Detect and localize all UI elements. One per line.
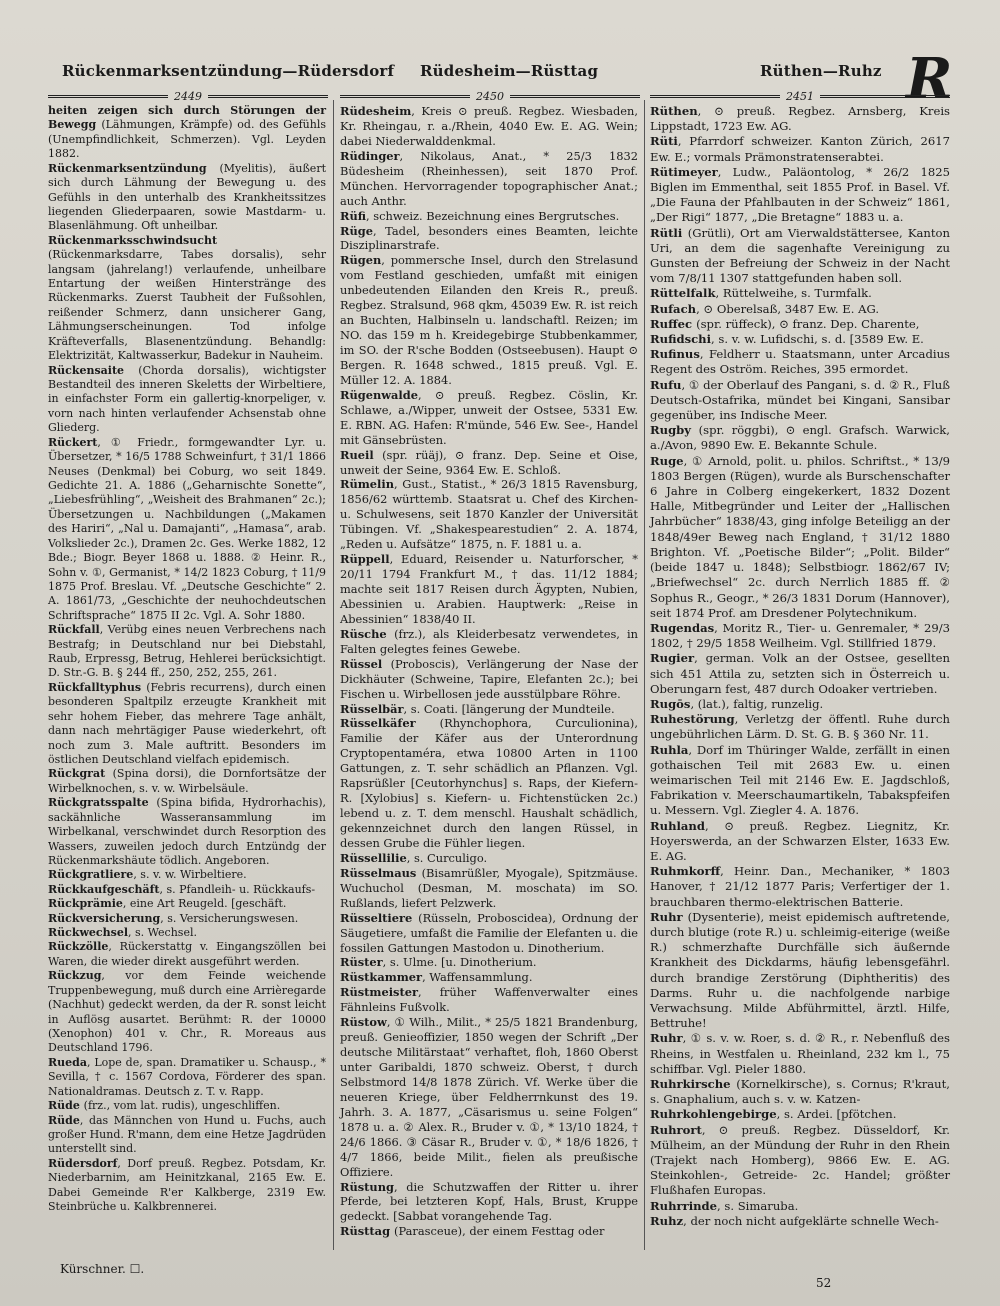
- dictionary-entry: Rufidschi, s. v. w. Lufidschi, s. d. [3589 Ew. E.: [650, 332, 924, 347]
- dictionary-entry: Rückzug, vor dem Feinde weichende Truppenbewegung, muß durch eine Arrièregarde (Nachhut) gedeckt werden, da der R. sonst leicht in Auflösg ausartet. Berühmt: R. der 10000 (Xenophon) 401 v. Chr., R. Moreaus aus Deutschland 1796.: [48, 969, 326, 1055]
- dictionary-entry: Rugby (spr. röggbi), ⊙ engl. Grafsch. Warwick, a./Avon, 9890 Ew. E. Bekannte Schule.: [650, 423, 950, 453]
- dictionary-entry: Rüstung, die Schutzwaffen der Ritter u. ihrer Pferde, bei letzteren Kopf, Hals, Brust, Kruppe gedeckt. [Sabbat vorangehende Tag.: [340, 1179, 638, 1224]
- dictionary-entry: Rümelin, Gust., Statist., * 26/3 1815 Ravensburg, 1856/62 württemb. Staatsrat u. Chef des Kirchen- u. Schulwesens, seit 1870 Kanzler der Universität Tübingen. Vf. „Shakespearestudien“ 2. A. 1874, „Reden u. Aufsätze“ 1875, n. F. 1881 u. a.: [340, 477, 638, 552]
- page-number-left: 2449: [174, 89, 202, 103]
- dictionary-entry: Rückensaite (Chorda dorsalis), wichtigster Bestandteil des inneren Skeletts der Wirbeltiere, in einfachster Form ein gallertig-knorpeliger, v. vorn nach hinten verlaufender Achsenstab ohne Gliederg.: [48, 363, 326, 435]
- dictionary-entry: Rüge, Tadel, besonders eines Beamten, leichte Disziplinarstrafe.: [340, 223, 638, 253]
- page-number-right: 2451: [786, 89, 814, 103]
- sheet-number: 52: [816, 1276, 832, 1290]
- dictionary-entry: Rüde (frz., vom lat. rudis), ungeschliffen.: [48, 1099, 281, 1113]
- dictionary-entry: Rüdesheim, Kreis ⊙ preuß. Regbez. Wiesbaden, Kr. Rheingau, r. a./Rhein, 4040 Ew. E. AG. Wein; dabei Niederwalddenkmal.: [340, 104, 638, 148]
- dictionary-entry: Rüster, s. Ulme. [u. Dinotherium.: [340, 955, 537, 970]
- dictionary-entry: Ruhland, ⊙ preuß. Regbez. Liegnitz, Kr. Hoyerswerda, an der Schwarzen Elster, 1633 Ew. E. AG.: [650, 818, 950, 863]
- dictionary-entry: Rückgrat (Spina dorsi), die Dornfortsätze der Wirbelknochen, s. v. w. Wirbelsäule.: [48, 767, 327, 795]
- dictionary-entry: Rugendas, Moritz R., Tier- u. Genremaler, * 29/3 1802, † 29/5 1858 Weilheim. Vgl. Stillfried 1879.: [650, 620, 950, 651]
- dictionary-entry: Rückprämie, eine Art Reugeld. [geschäft.: [48, 897, 287, 911]
- dictionary-entry: heiten zeigen sich durch Störungen der Bewegg (Lähmungen, Krämpfe) od. des Gefühls (Unempfindlichkeit, Schmerzen). Vgl. Leyden 1882.: [48, 104, 326, 161]
- dictionary-entry: Rückgratsspalte (Spina bifida, Hydrorhachis), sackähnliche Wasseransammlung im Wirbelkanal, verschwindet durch Resorption des Wassers, zuweilen jedoch durch Entzündg der Rückenmarkshäute tödlich. Angeboren.: [48, 796, 327, 867]
- dictionary-entry: Rugōs, (lat.), faltig, runzelig.: [650, 696, 824, 711]
- dictionary-entry: Rüfi, schweiz. Bezeichnung eines Bergrutsches.: [340, 208, 620, 223]
- dictionary-entry: Rügenwalde, ⊙ preuß. Regbez. Cöslin, Kr. Schlawe, a./Wipper, unweit der Ostsee, 5331 Ew. E. RBN. AG. Hafen: R'münde, 546 Ew. See-, Handel mit Gänsebrüsten.: [340, 387, 638, 447]
- header-right: Rüthen—Ruhz: [760, 62, 882, 80]
- dictionary-entry: Rüthen, ⊙ preuß. Regbez. Arnsberg, Kreis Lippstadt, 1723 Ew. AG.: [650, 104, 950, 134]
- dictionary-entry: Rütimeyer, Ludw., Paläontolog, * 26/2 1825 Biglen im Emmenthal, seit 1855 Prof. in Basel. Vf. „Die Fauna der Pfahlbauten in der Schweiz“ 1861, „Der Rigi“ 1877, „Die Bretagne“ 1883 u. a.: [650, 164, 950, 225]
- dictionary-entry: Rückert, ① Friedr., formgewandter Lyr. u. Übersetzer, * 16/5 1788 Schweinfurt, † 31/1 1866 Neuses (Denkmal) bei Coburg, wo seit 1849. Gedichte 21. A. 1886 („Geharnischte Sonette“, „Liebesfrühling“, „Weisheit des Brahmanen“ 2c.); Übersetzungen u. Nachbildungen („Makamen des Hariri“, „Nal u. Damajanti“, „Hamasa“, arab. Volkslieder 2c.), Dramen 2c. Ges. Werke 1882, 12 Bde.; Biogr. Beyer 1868 u. 1888. ② Heinr. R., Sohn v. ①, Germanist, * 14/2 1823 Coburg, † 11/9 1875 Prof. Breslau. Vf. „Deutsche Geschichte“ 2. A. 1861/73, „Geschichte der neuhochdeutschen Schriftsprache“ 1875 II 2c. Vgl. A. Sohr 1880.: [48, 435, 326, 622]
- column-right: [650, 104, 950, 1229]
- column-left: [48, 104, 326, 1214]
- dictionary-entry: Rüstmeister, früher Waffenverwalter eines Fähnleins Fußvolk.: [340, 985, 638, 1015]
- dictionary-entry: Rüsche (frz.), als Kleiderbesatz verwendetes, in Falten gelegtes feines Gewebe.: [340, 626, 638, 656]
- dictionary-entry: Rüdersdorf, Dorf preuß. Regbez. Potsdam, Kr. Niederbarnim, am Heinitzkanal, 2165 Ew. E. Dabei Gemeinde R'er Kalkberge, 2319 Ew. Steinbrüche u. Kalkbrennerei.: [48, 1156, 326, 1214]
- compiler-signature: Kürschner. ☐.: [60, 1262, 145, 1276]
- dictionary-entry: Rückgratliere, s. v. w. Wirbeltiere.: [48, 868, 247, 882]
- dictionary-entry: Rüssel (Proboscis), Verlängerung der Nase der Dickhäuter (Schweine, Tapire, Elefanten 2c.); bei Fischen u. Wirbellosen jede ausstülpbare Röhre.: [340, 656, 638, 701]
- dictionary-entry: Ruhr, ① s. v. w. Roer, s. d. ② R., r. Nebenfluß des Rheins, in Westfalen u. Rheinland, 232 km l., 75 schiffbar. Vgl. Pieler 1880.: [650, 1031, 950, 1076]
- dictionary-entry: Rüti, Pfarrdorf schweizer. Kanton Zürich, 2617 Ew. E.; vormals Prämonstratenserabtei.: [650, 134, 950, 164]
- dictionary-entry: Rufu, ① der Oberlauf des Pangani, s. d. ② R., Fluß Deutsch-Ostafrika, mündet bei Kingani, Sansibar gegenüber, ins Indische Meer.: [650, 377, 950, 423]
- dictionary-entry: Rufinus, Feldherr u. Staatsmann, unter Arcadius Regent des Oström. Reiches, 395 ermordet.: [650, 347, 950, 377]
- dictionary-entry: Rüde, das Männchen von Hund u. Fuchs, auch großer Hund. R'mann, dem eine Hetze Jagdrüden unterstellt sind.: [48, 1113, 326, 1156]
- dictionary-entry: Ruhr (Dysenterie), meist epidemisch auftretende, durch blutige (rote R.) u. schleimig-eiterige (weiße R.) schmerzhafte Durchfälle sich äußernde Krankheit des Dickdarms, häufig lebensgefährl. durch brandige Zerstörung (Diphtheritis) des Darms. Ruhr u. die nachfolgende narbige Verwachsung. Milde Abführmittel, ärztl. Hilfe, Bettruhe!: [650, 909, 950, 1031]
- dictionary-entry: Rüsseltiere (Rüsseln, Proboscidea), Ordnung der Säugetiere, umfaßt die Familie der Elefanten u. die fossilen Gattungen Mastodon u. Dinotherium.: [340, 910, 638, 955]
- dictionary-entry: Rüsselmaus (Bisamrüßler, Myogale), Spitzmäuse. Wuchuchol (Desman, M. moschata) im SO. Rußlands, liefert Pelzwerk.: [340, 865, 638, 910]
- dictionary-entry: Ruhrkirsche (Kornelkirsche), s. Cornus; R'kraut, s. Gnaphalium, auch s. v. w. Katzen-: [650, 1077, 950, 1107]
- page-number-middle: 2450: [476, 89, 504, 103]
- dictionary-entry: Rüssellilie, s. Curculigo.: [340, 850, 488, 865]
- dictionary-entry: Ruhla, Dorf im Thüringer Walde, zerfällt in einen gothaischen Teil mit 2683 Ew. u. einen weimarischen Teil mit 2146 Ew. E. Jagdschloß, Fabrikation v. Meerschaumartikeln, Tabakspfeifen u. Messern. Vgl. Ziegler 4. A. 1876.: [650, 742, 950, 818]
- dictionary-entry: Rüsselbär, s. Coati. [längerung der Mundteile.: [340, 701, 615, 716]
- column-divider: [644, 100, 645, 1250]
- page-number-bar-left: [48, 90, 328, 102]
- dictionary-entry: Rüstow, ① Wilh., Milit., * 25/5 1821 Brandenburg, preuß. Genieoffizier, 1850 wegen der Schrift „Der deutsche Militärstaat“ verhaftet, floh, 1860 Oberst unter Garibaldi, 1870 schweiz. Oberst, † durch Selbstmord 14/8 1878 Zürich. Vf. Werke über die neueren Kriege, über Feldherrnkunst des 19. Jahrh. 3. A. 1877, „Cäsarismus u. seine Folgen“ 1878 u. a. ② Alex. R., Bruder v. ①, * 13/10 1824, † 24/6 1866. ③ Cäsar R., Bruder v. ①, * 18/6 1826, † 4/7 1866, beide Milit., fielen als preußische Offiziere.: [340, 1015, 638, 1179]
- column-divider: [333, 100, 334, 1250]
- dictionary-entry: Rüdinger, Nikolaus, Anat., * 25/3 1832 Büdesheim (Rheinhessen), seit 1870 Prof. München. Hervorragender topographischer Anat.; auch Anthr.: [340, 148, 638, 208]
- dictionary-entry: Rüstkammer, Waffensammlung.: [340, 970, 533, 985]
- dictionary-entry: Ruhmkorff, Heinr. Dan., Mechaniker, * 1803 Hanover, † 21/12 1877 Paris; Verfertiger der 1. brauchbaren thermo-elektrischen Batterie.: [650, 864, 950, 909]
- column-middle: [340, 104, 638, 1239]
- section-letter: R: [906, 46, 953, 112]
- dictionary-entry: Rueil (spr. rüäj), ⊙ franz. Dep. Seine et Oise, unweit der Seine, 9364 Ew. E. Schloß.: [340, 447, 638, 477]
- dictionary-entry: Ruffec (spr. rüffeck), ⊙ franz. Dep. Charente,: [650, 316, 920, 331]
- dictionary-entry: Ruhrkohlengebirge, s. Ardei. [pfötchen.: [650, 1107, 897, 1122]
- dictionary-entry: Ruge, ① Arnold, polit. u. philos. Schriftst., * 13/9 1803 Bergen (Rügen), wurde als Burschenschafter 6 Jahre in Colberg eingekerkert, 1832 Dozent Halle, Mitbegründer und Leiter der „Hallischen Jahrbücher“ 1838/43, ging infolge Beteiligg an der 1848/49er Beweg nach England, † 31/12 1880 Brighton. Vf. „Poetische Bilder“; „Polit. Bilder“ (beide 1847 u. 1848); Selbstbiogr. 1862/67 IV; „Briefwechsel“ 2c. durch Nerrlich 1885 ff. ② Sophus R., Geogr., * 26/3 1831 Dorum (Hannover), seit 1874 Prof. am Dresdener Polytechnikum.: [650, 453, 950, 620]
- dictionary-entry: Rüsttag (Parasceue), der einem Festtag oder: [340, 1224, 605, 1239]
- dictionary-entry: Ruhz, der noch nicht aufgeklärte schnelle Wech-: [650, 1213, 939, 1228]
- dictionary-entry: Rueda, Lope de, span. Dramatiker u. Schausp., * Sevilla, † c. 1567 Cordova, Förderer des span. Nationaldramas. Deutsch z. T. v. Rapp.: [48, 1055, 326, 1098]
- dictionary-entry: Rückkaufgeschäft, s. Pfandleih- u. Rückkaufs-: [48, 882, 316, 896]
- dictionary-entry: Rückwechsel, s. Wechsel.: [48, 926, 197, 940]
- dictionary-entry: Rückversicherung, s. Versicherungswesen.: [48, 911, 299, 925]
- dictionary-entry: Rügen, pommersche Insel, durch den Strelasund vom Festland geschieden, umfaßt mit einigen unbedeutenden Eilanden den Kreis R., preuß. Regbez. Stralsund, 968 qkm, 45039 Ew. R. ist reich an Buchten, Halbinseln u. landschaftl. Reizen; im NO. das 159 m h. Kreidegebirge Stubbenkammer, im SO. der R'sche Bodden (Ostseebusen). Haupt ⊙ Bergen. R. 1648 schwed., 1815 preuß. Vgl. E. Müller 12. A. 1884.: [340, 253, 638, 387]
- dictionary-entry: Rüppell, Eduard, Reisender u. Naturforscher, * 20/11 1794 Frankfurt M., † das. 11/12 1884; machte seit 1817 Reisen durch Ägypten, Nubien, Abessinien u. Arabien. Hauptwerk: „Reise in Abessinien“ 1838/40 II.: [340, 552, 638, 626]
- dictionary-entry: Ruhrrinde, s. Simaruba.: [650, 1198, 799, 1213]
- page-number-bar-right: [650, 90, 950, 102]
- dictionary-entry: Ruhrort, ⊙ preuß. Regbez. Düsseldorf, Kr. Mülheim, an der Mündung der Ruhr in den Rhein (Trajekt nach Homberg), 9866 Ew. E. AG. Steinkohlen-, Getreide- 2c. Handel; größter Flußhafen Europas.: [650, 1122, 950, 1198]
- dictionary-entry: Rückenmarksschwindsucht (Rückenmarksdarre, Tabes dorsalis), sehr langsam (jahrelang!) verlaufende, unheilbare Entartung der weißen Hinterstränge des Rückenmarks. Zuerst Taubheit der Fußsohlen, reißender Schmerz, dann unsicherer Gang, Lähmungserscheinungen. Tod infolge Kräfteverfalls, Blasenentzündung. Behandlg: Elektrizität, Kaltwasserkur, Badekur in Nauheim.: [48, 233, 326, 363]
- header-left: Rückenmarksentzündung—Rüdersdorf: [62, 62, 395, 80]
- dictionary-entry: Rugier, german. Volk an der Ostsee, gesellten sich 451 Attila zu, setzten sich in Österreich u. Oberungarn fest, 487 durch Odoaker vertrieben.: [650, 651, 950, 696]
- header-middle: Rüdesheim—Rüsttag: [420, 62, 599, 80]
- dictionary-entry: Rückzölle, Rückerstattg v. Eingangszöllen bei Waren, die wieder direkt ausgeführt werden.: [48, 940, 326, 968]
- dictionary-entry: Rüsselkäfer (Rhynchophora, Curculionina), Familie der Käfer aus der Unterordnung Cryptopentaméra, etwa 10800 Arten in 1100 Gattungen, z. T. sehr schädlich an Pflanzen. Vgl. Rapsrüßler [Ceutorhynchus] s. Raps, der Kiefern-R. [Xylobius] s. Kiefern- u. Fichtenstücken 2c.) lebend u. z. T. dem menschl. Haushalt schädlich, gekennzeichnet durch den langen Rüssel, in dessen Grube die Fühler liegen.: [340, 716, 638, 850]
- page-number-bar-middle: [340, 90, 640, 102]
- dictionary-entry: Rückfall, Verübg eines neuen Verbrechens nach Bestrafg; in Deutschland nur bei Diebstahl, Raub, Erpressg, Betrug, Hehlerei berücksichtigt. D. Str.-G. B. § 244 ff., 250, 252, 255, 261.: [48, 623, 326, 680]
- dictionary-entry: Rückfalltyphus (Febris recurrens), durch einen besonderen Spaltpilz erzeugte Krankheit mit sehr hohem Fieber, das mehrere Tage anhält, dann nach mehrtägiger Pause wiederkehrt, oft noch zum 3. Male auftritt. Besonders im östlichen Deutschland vielfach epidemisch.: [48, 680, 327, 766]
- dictionary-entry: Rütli (Grütli), Ort am Vierwaldstättersee, Kanton Uri, an dem die sagenhafte Vereinigung zu Gunsten der Befreiung der Schweiz in der Nacht vom 7/8/11 1307 stattgefunden haben soll.: [650, 225, 951, 286]
- dictionary-entry: Rufach, ⊙ Oberelsaß, 3487 Ew. E. AG.: [650, 301, 880, 316]
- dictionary-entry: Rückenmarksentzündung (Myelitis), äußert sich durch Lähmung der Bewegung u. des Gefühls in den unterhalb des Krankheitssitzes liegenden Gliederpaaren, sowie Mastdarm- u. Blasenlähmung. Oft unheilbar.: [48, 161, 326, 233]
- dictionary-entry: Ruhestörung, Verletzg der öffentl. Ruhe durch ungebührlichen Lärm. D. St. G. B. § 360 Nr. 11.: [650, 712, 950, 742]
- dictionary-entry: Rüttelfalk, Rüttelweihe, s. Turmfalk.: [650, 286, 872, 301]
